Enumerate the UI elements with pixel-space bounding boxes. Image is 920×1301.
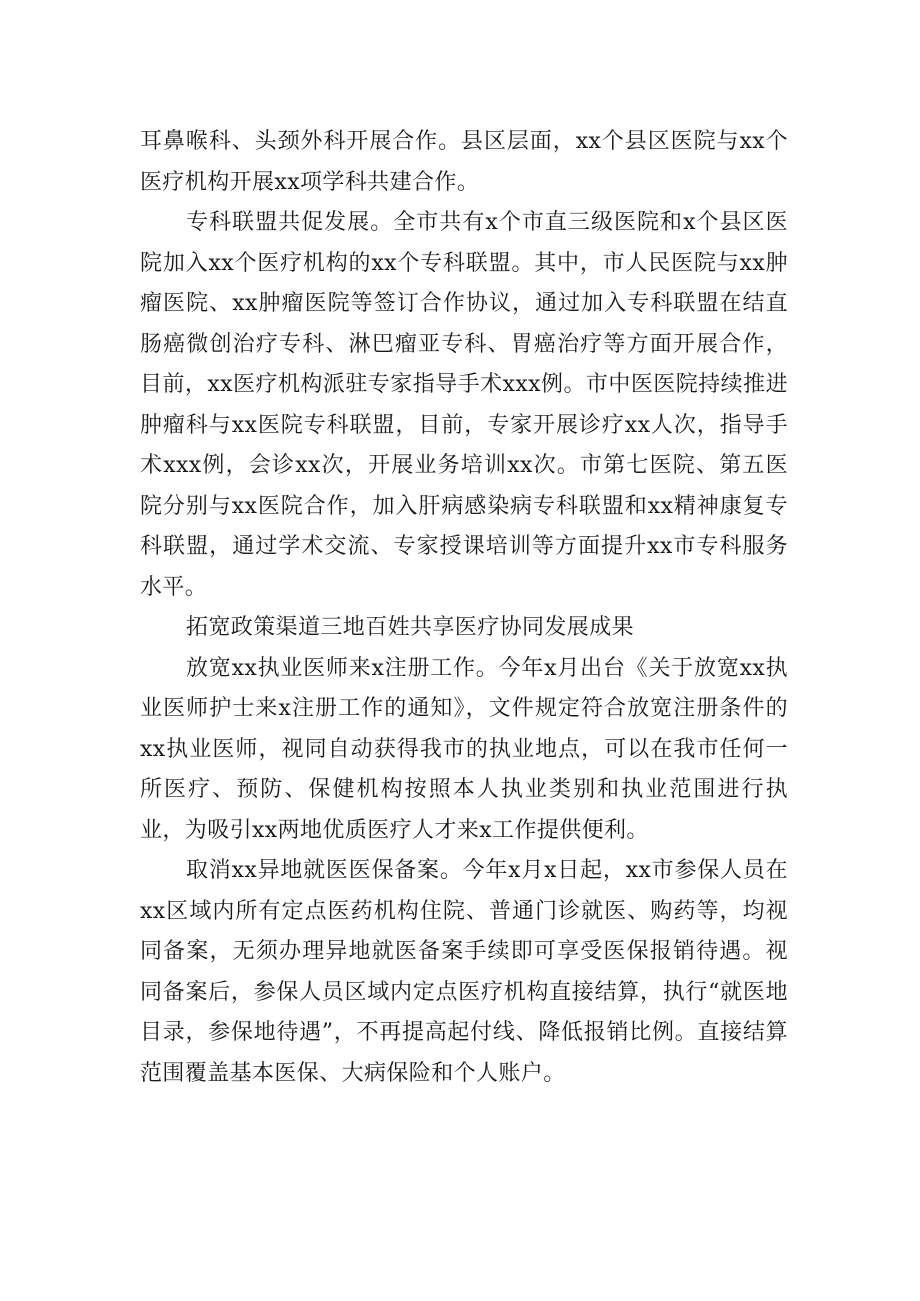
- document-body: [140, 122, 788, 1094]
- paragraph-specialty-alliance: 专科联盟共促发展。全市共有x个市直三级医院和x个县区医院加入xx个医疗机构的xx个专科联盟。其中，市人民医院与xx肿瘤医院、xx肿瘤医院等签订合作协议，通过加入专科联盟在结直肠癌微创治疗专科、淋巴瘤亚专科、胃癌治疗等方面开展合作，目前，xx医疗机构派驻专家指导手术xxx例。市中医医院持续推进肿瘤科与xx医院专科联盟，目前，专家开展诊疗xx人次，指导手术xxx例，会诊xx次，开展业务培训xx次。市第七医院、第五医院分别与xx医院合作，加入肝病感染病专科联盟和xx精神康复专科联盟，通过学术交流、专家授课培训等方面提升xx市专科服务水平。: [140, 210, 788, 600]
- section-heading: 拓宽政策渠道三地百姓共享医疗协同发展成果: [186, 615, 635, 640]
- paragraph-physician-registration: 放宽xx执业医师来x注册工作。今年x月出台《关于放宽xx执业医师护士来x注册工作的通知》，文件规定符合放宽注册条件的xx执业医师，视同自动获得我市的执业地点，可以在我市任何一所医疗、预防、保健机构按照本人执业类别和执业范围进行执业，为吸引xx两地优质医疗人才来x工作提供便利。: [140, 655, 788, 843]
- paragraph-continuation: 耳鼻喉科、头颈外科开展合作。县区层面，xx个县区医院与xx个医疗机构开展xx项学科共建合作。: [140, 129, 788, 195]
- paragraph-medical-insurance: 取消xx异地就医医保备案。今年x月x日起，xx市参保人员在xx区域内所有定点医药机构住院、普通门诊就医、购药等，均视同备案，无须办理异地就医备案手续即可享受医保报销待遇。视同备案后，参保人员区域内定点医疗机构直接结算，执行“就医地目录，参保地待遇”，不再提高起付线、降低报销比例。直接结算范围覆盖基本医保、大病保险和个人账户。: [140, 858, 788, 1086]
